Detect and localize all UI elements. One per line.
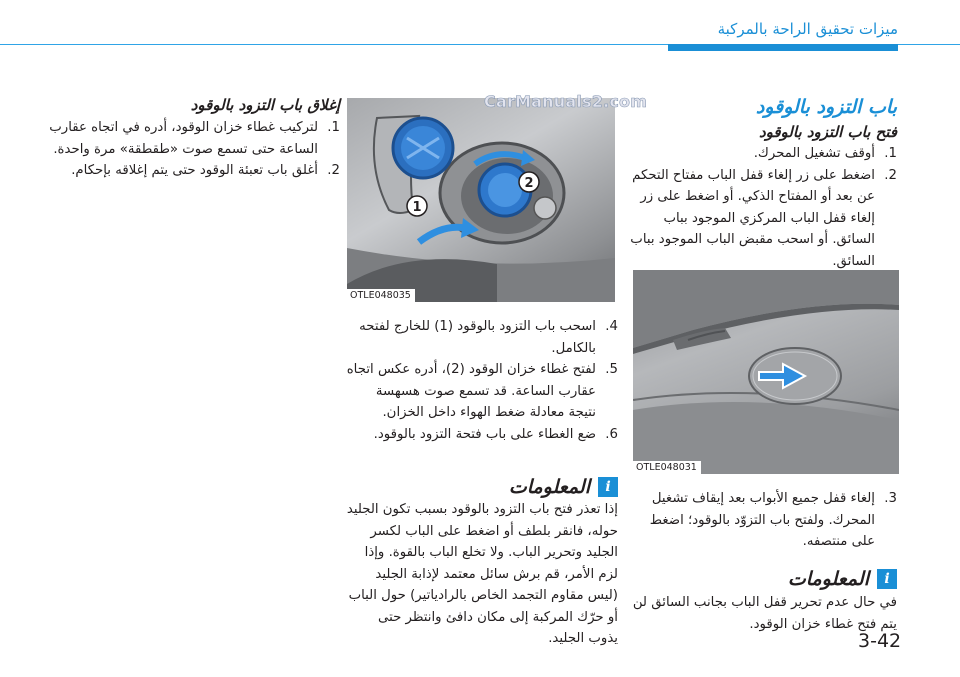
step-text: أوقف تشغيل المحرك. (753, 146, 875, 161)
step-text: اضغط على زر إلغاء قفل الباب مفتاح التحكم عن بعد أو المفتاح الذكي. أو اضغط على زر إلغاء قفل الباب المركزي الموجود بباب السائق. أو اسحب مقبض الباب الموجود بباب السائق. (630, 167, 875, 269)
watermark: CarManuals2.com (484, 92, 648, 111)
step-item (627, 488, 897, 553)
header-accent-bar (668, 44, 898, 51)
info-heading (346, 476, 618, 498)
step-item (40, 160, 340, 182)
fuel-door-closed-illustration (633, 270, 899, 474)
pull-arrow-icon (419, 227, 465, 242)
subsection-title-open: فتح باب التزود بالوقود (758, 123, 897, 141)
step-text: أغلق باب تعبئة الوقود حتى يتم إغلاقه بإحكام. (71, 163, 318, 178)
figure-code: OTLE048035 (347, 289, 415, 302)
open-steps-list-middle (346, 316, 618, 445)
step-text: لفتح غطاء خزان الوقود (2)، أدره عكس اتجاه عقارب الساعة. قد تسمع صوت هسهسة نتيجة معادلة ضغط الهواء داخل الخزان. (346, 362, 596, 420)
fuel-door-closed-figure (633, 270, 899, 474)
step-number: 2. (327, 163, 340, 178)
step-number: 3. (884, 491, 897, 506)
step-text: إلغاء قفل جميع الأبواب بعد إيقاف تشغيل المحرك. ولفتح باب التزوّد بالوقود؛ اضغط على منتصفه. (649, 491, 875, 549)
info-label: المعلومات (508, 476, 590, 498)
open-steps-list-continued (627, 488, 897, 553)
open-steps-list (627, 143, 897, 272)
step-item (346, 359, 618, 424)
info-text: في حال عدم تحرير قفل الباب بجانب السائق لن يتم فتح غطاء خزان الوقود. (632, 595, 897, 632)
fuel-cap-open-illustration (347, 98, 615, 302)
step-item (40, 117, 340, 160)
info-icon: i (598, 477, 618, 497)
chapter-header-title: ميزات تحقيق الراحة بالمركبة (717, 20, 898, 38)
fuel-cap-open-figure (347, 98, 615, 302)
step-text: اسحب باب التزود بالوقود (1) للخارج لفتحه بالكامل. (359, 319, 596, 356)
info-text: إذا تعذر فتح باب التزود بالوقود بسبب تكون الجليد حوله، فانقر بلطف أو اضغط على الباب لكسر الجليد وتحرير الباب. ولا تخلع الباب بالقوة. وإذا لزم الأمر، قم برش سائل معتمد لإذابة الجليد (ليس مقاوم التجمد الخاص بالرادياتير) حول الباب أو حرّك المركبة إلى مكان دافئ وانتظر حتى يذوب الجليد. (346, 502, 618, 646)
step-number: 6. (605, 426, 618, 442)
info-label: المعلومات (787, 568, 869, 590)
step-number: 1. (884, 146, 897, 161)
step-number: 1. (327, 120, 340, 135)
step-item (346, 316, 618, 359)
section-title: باب التزود بالوقود (755, 96, 897, 118)
step-text: لتركيب غطاء خزان الوقود، أدره في اتجاه عقارب الساعة حتى تسمع صوت «طقطقة» مرة واحدة. (49, 120, 318, 157)
step-text: ضع الغطاء على باب فتحة التزود بالوقود. (373, 426, 596, 442)
step-number: 4. (605, 319, 618, 334)
figure-code: OTLE048031 (633, 461, 701, 474)
info-heading (627, 568, 897, 590)
step-item (627, 165, 897, 273)
close-steps-list (40, 117, 340, 182)
step-number: 2. (884, 167, 897, 183)
callout-2-label: 2 (524, 176, 534, 191)
step-number: 5. (605, 362, 618, 377)
page-number: 3-42 (858, 630, 902, 652)
subsection-title-close: إغلاق باب التزود بالوقود (190, 96, 340, 114)
step-item (346, 424, 618, 446)
callout-1-label: 1 (412, 200, 422, 215)
step-item (627, 143, 897, 165)
info-icon: i (877, 569, 897, 589)
